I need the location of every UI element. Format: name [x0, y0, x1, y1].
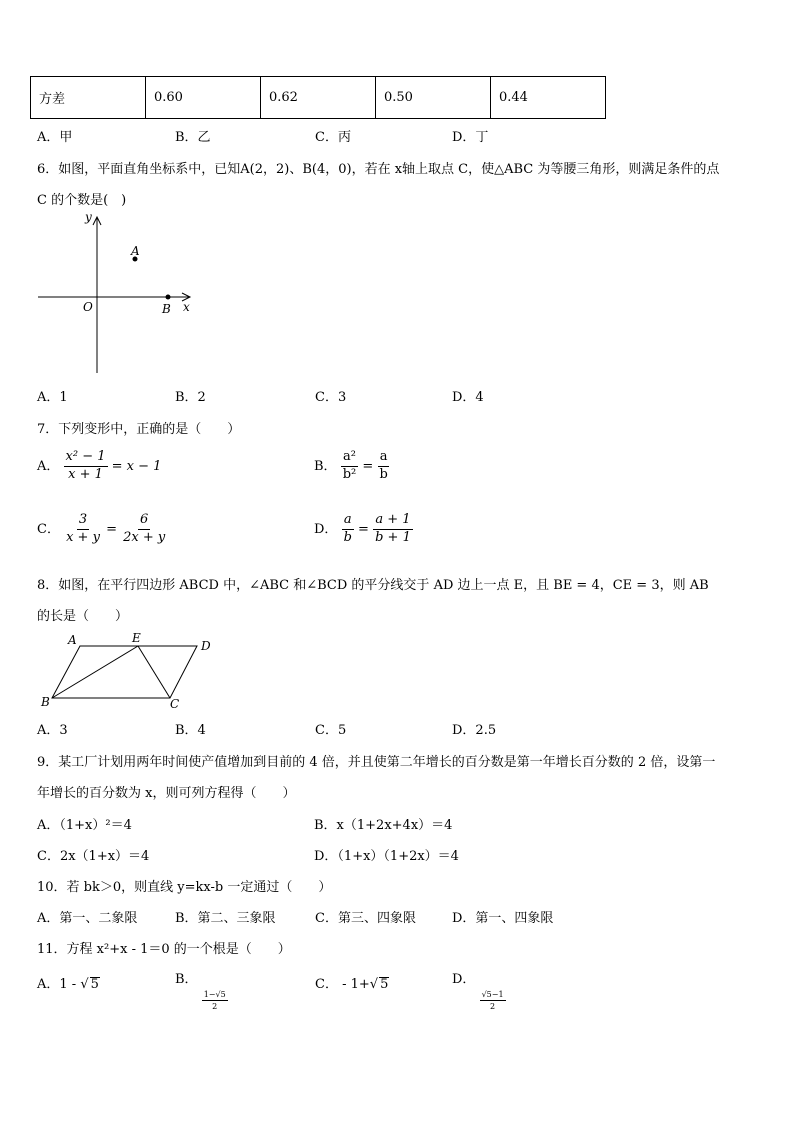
- q7-stem: 7．下列变形中，正确的是（ ）: [37, 422, 241, 437]
- q9-option-a[interactable]: A．（1+x）²＝4: [37, 818, 132, 833]
- q9-option-b[interactable]: B．x（1+2x+4x）＝4: [314, 818, 453, 833]
- q9-stem-line2: 年增长的百分数为 x，则可列方程得（ ）: [37, 786, 296, 801]
- vertex-c-label: C: [170, 697, 180, 711]
- denominator: b + 1: [375, 529, 411, 545]
- q8-stem-line1: 8．如图，在平行四边形 ABCD 中，∠ABC 和∠BCD 的平分线交于 AD 边上一点 E，且 BE = 4，CE = 3，则 AB: [37, 578, 709, 593]
- q6-stem-line1: 6．如图，平面直角坐标系中，已知A(2，2)、B(4，0)，若在 x轴上取点 C，使△ABC 为等腰三角形，则满足条件的点: [37, 162, 720, 177]
- equals-sign: =: [362, 458, 374, 474]
- q10-option-b[interactable]: B．第二、三象限: [175, 911, 276, 926]
- x-axis-label: x: [183, 300, 190, 314]
- numerator: x² − 1: [64, 450, 108, 467]
- segment-ce: [138, 646, 170, 698]
- table-cell: 0.44: [491, 77, 606, 119]
- numerator: 3: [77, 513, 89, 530]
- q7-option-a[interactable]: [37, 450, 161, 483]
- q7-option-d[interactable]: [314, 513, 413, 546]
- denominator: x + y: [66, 529, 100, 545]
- q8-option-b[interactable]: B．4: [175, 723, 206, 738]
- q7-option-b[interactable]: [314, 450, 390, 483]
- q11-option-b[interactable]: [175, 968, 228, 1011]
- option-label: A．: [37, 977, 60, 992]
- denominator: b²: [342, 466, 357, 482]
- q8-parallelogram-figure: [35, 628, 225, 713]
- q6-option-c[interactable]: C．3: [315, 390, 347, 405]
- q8-stem-line2: 的长是（ ）: [37, 609, 129, 624]
- q8-option-c[interactable]: C．5: [315, 723, 347, 738]
- q6-option-a[interactable]: A．1: [37, 390, 68, 405]
- table-row: [31, 77, 606, 119]
- expression-prefix: - 1+: [337, 977, 370, 992]
- table-cell: 0.60: [146, 77, 261, 119]
- numerator: a + 1: [373, 513, 412, 530]
- q8-option-d[interactable]: D．2.5: [452, 723, 497, 738]
- q6-coordinate-figure: [30, 205, 205, 380]
- segment-be: [52, 646, 138, 698]
- option-label: D．: [314, 521, 338, 537]
- point-b: [166, 295, 171, 300]
- q11-stem: 11．方程 x²+x - 1＝0 的一个根是（ ）: [37, 942, 291, 957]
- q11-option-d[interactable]: [452, 968, 506, 1011]
- denominator: b: [343, 529, 352, 545]
- q9-option-d[interactable]: D．（1+x）（1+2x）＝4: [314, 849, 459, 864]
- numerator: a²: [341, 450, 358, 467]
- fraction: [202, 990, 228, 1011]
- fraction-right: [373, 513, 413, 546]
- q11-option-a[interactable]: A．1 - √ 5: [37, 977, 99, 992]
- fraction-right: [121, 513, 167, 546]
- vertex-b-label: B: [41, 695, 50, 709]
- fraction: [480, 990, 506, 1011]
- q8-option-a[interactable]: A．3: [37, 723, 68, 738]
- denominator: b: [379, 466, 388, 482]
- q5-option-b[interactable]: B．乙: [175, 130, 211, 145]
- denominator: 2x + y: [123, 529, 166, 545]
- point-a-label: A: [131, 244, 140, 258]
- table-cell: 0.50: [376, 77, 491, 119]
- fraction: [64, 450, 108, 483]
- q10-stem: 10．若 bk＞0，则直线 y=kx-b 一定通过（ ）: [37, 880, 332, 895]
- fraction-left: [341, 450, 359, 483]
- equals-sign: =: [358, 521, 369, 537]
- fraction-left: [64, 513, 102, 546]
- option-label: D．: [452, 972, 476, 987]
- point-e-label: E: [132, 631, 141, 645]
- radicand: 5: [90, 977, 99, 992]
- radicand: 5: [380, 977, 389, 992]
- point-b-label: B: [162, 302, 171, 316]
- q6-stem-line2: C 的个数是( ): [37, 193, 127, 208]
- option-label: A．: [37, 458, 60, 474]
- q7-option-c[interactable]: [37, 513, 167, 546]
- q6-option-d[interactable]: D．4: [452, 390, 484, 405]
- fraction-right: [377, 450, 389, 483]
- equals-sign: =: [106, 521, 117, 537]
- origin-label: O: [83, 300, 93, 314]
- vertex-a-label: A: [68, 633, 77, 647]
- denominator: 2: [490, 1002, 496, 1012]
- numerator: 1−√5: [202, 990, 228, 1001]
- numerator: √5−1: [480, 990, 506, 1001]
- q9-option-c[interactable]: C．2x（1+x）＝4: [37, 849, 150, 864]
- q5-option-a[interactable]: A．甲: [37, 130, 73, 145]
- numerator: a: [378, 450, 390, 467]
- table-cell: 0.62: [261, 77, 376, 119]
- q5-option-d[interactable]: D．丁: [452, 130, 489, 145]
- y-axis-label: y: [85, 210, 92, 224]
- option-label: B．: [314, 458, 337, 474]
- q10-option-a[interactable]: A．第一、二象限: [37, 911, 138, 926]
- option-label: C．: [37, 521, 60, 537]
- rhs: = x − 1: [111, 458, 162, 474]
- q5-option-c[interactable]: C．丙: [315, 130, 351, 145]
- denominator: x + 1: [68, 466, 103, 482]
- q11-option-c[interactable]: C． - 1+√ 5: [315, 977, 389, 992]
- option-label: B．: [175, 972, 198, 987]
- table-header-cell: 方差: [31, 77, 146, 119]
- variance-table: [30, 76, 606, 119]
- option-label: C．: [315, 977, 338, 992]
- fraction-left: [342, 513, 354, 546]
- q10-option-c[interactable]: C．第三、四象限: [315, 911, 416, 926]
- numerator: 6: [138, 513, 150, 530]
- denominator: 2: [212, 1002, 218, 1012]
- expression-prefix: 1 -: [59, 977, 81, 992]
- vertex-d-label: D: [201, 639, 211, 653]
- q6-option-b[interactable]: B．2: [175, 390, 206, 405]
- numerator: a: [342, 513, 354, 530]
- q9-stem-line1: 9．某工厂计划用两年时间使产值增加到目前的 4 倍，并且使第二年增长的百分数是第一年增长百分数的 2 倍，设第一: [37, 755, 716, 770]
- q10-option-d[interactable]: D．第一、四象限: [452, 911, 554, 926]
